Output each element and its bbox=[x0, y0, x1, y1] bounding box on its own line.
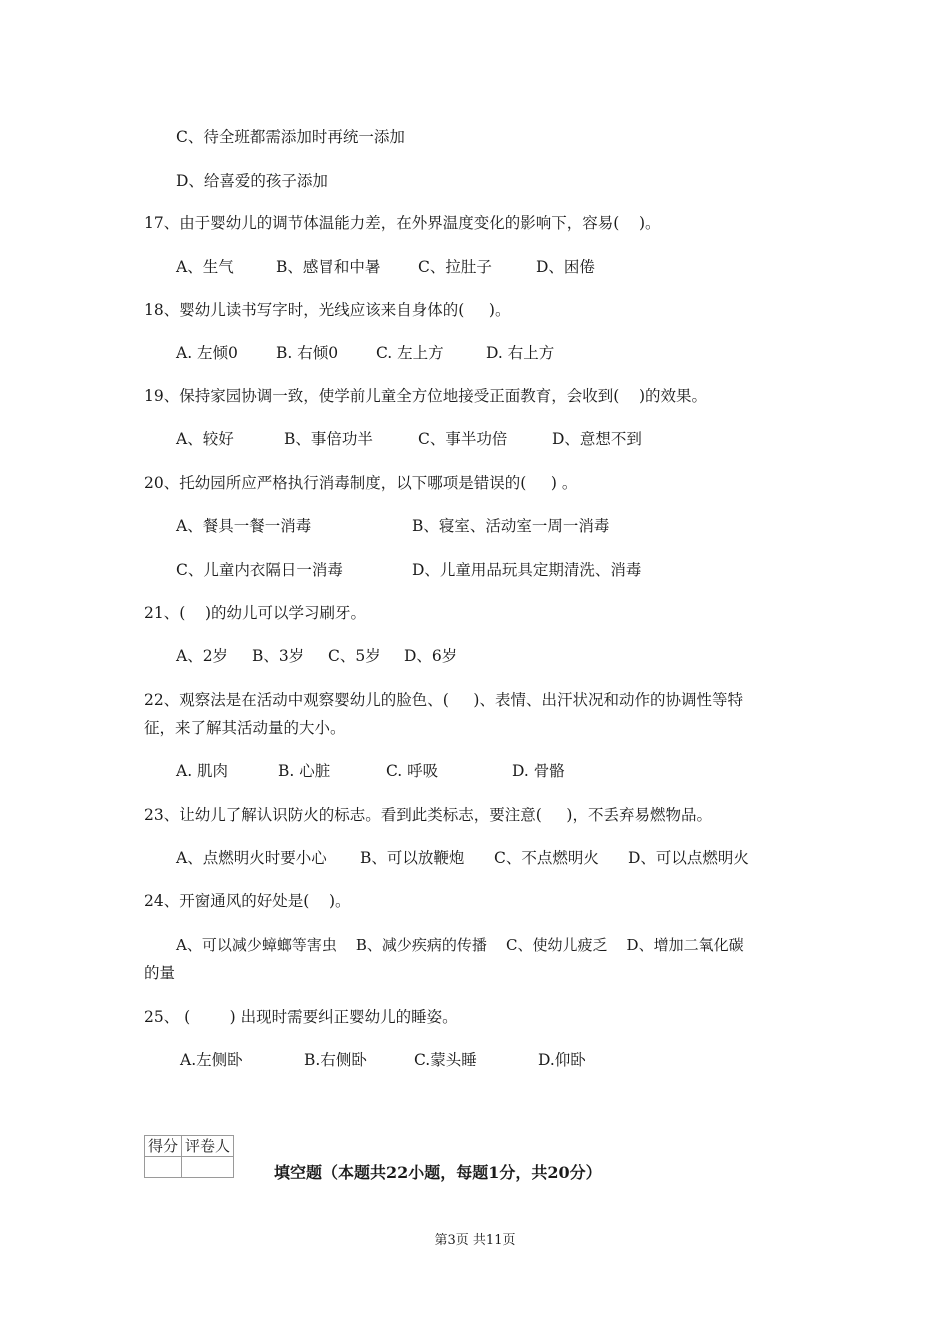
q18-option-b: B. 右倾0 bbox=[276, 344, 339, 362]
q21-stem: 21、( )的幼儿可以学习刷牙。 bbox=[144, 604, 367, 622]
q20-option-b: B、寝室、活动室一周一消毒 bbox=[412, 517, 610, 535]
q17-option-a: A、生气 bbox=[176, 258, 234, 276]
grader-header: 评卷人 bbox=[182, 1136, 234, 1157]
q24-options-line2: 的量 bbox=[144, 964, 176, 982]
q21-option-d: D、6岁 bbox=[404, 647, 458, 665]
q21-option-b: B、3岁 bbox=[252, 647, 305, 665]
q23-option-a: A、点燃明火时要小心 bbox=[176, 849, 327, 867]
section-title: 填空题（本题共22小题，每题1分，共20分） bbox=[274, 1163, 602, 1182]
q16-option-c: C、待全班都需添加时再统一添加 bbox=[176, 128, 405, 146]
q19-stem: 19、保持家园协调一致，使学前儿童全方位地接受正面教育，会收到( )的效果。 bbox=[144, 387, 708, 405]
q17-option-c: C、拉肚子 bbox=[418, 258, 492, 276]
q22-option-a: A. 肌肉 bbox=[176, 762, 229, 780]
q22-stem-line2: 征，来了解其活动量的大小。 bbox=[144, 719, 346, 737]
score-cell bbox=[145, 1157, 182, 1178]
q19-option-b: B、事倍功半 bbox=[284, 430, 373, 448]
q25-option-d: D.仰卧 bbox=[538, 1051, 586, 1069]
q17-option-d: D、困倦 bbox=[536, 258, 595, 276]
q24-options-line1: A、可以减少蟑螂等害虫 B、减少疾病的传播 C、使幼儿疲乏 D、增加二氧化碳 bbox=[176, 936, 744, 954]
q22-option-d: D. 骨骼 bbox=[512, 762, 565, 780]
q19-option-a: A、较好 bbox=[176, 430, 234, 448]
q17-option-b: B、感冒和中暑 bbox=[276, 258, 381, 276]
q16-option-d: D、给喜爱的孩子添加 bbox=[176, 172, 328, 190]
q18-stem: 18、婴幼儿读书写字时，光线应该来自身体的( )。 bbox=[144, 301, 511, 319]
q17-stem: 17、由于婴幼儿的调节体温能力差，在外界温度变化的影响下，容易( )。 bbox=[144, 214, 661, 232]
score-header: 得分 bbox=[145, 1136, 182, 1157]
page-footer: 第3页 共11页 bbox=[434, 1233, 516, 1248]
q22-option-b: B. 心脏 bbox=[278, 762, 331, 780]
q18-option-d: D. 右上方 bbox=[486, 344, 555, 362]
q23-option-b: B、可以放鞭炮 bbox=[360, 849, 465, 867]
q25-option-c: C.蒙头睡 bbox=[414, 1051, 477, 1069]
q23-option-c: C、不点燃明火 bbox=[494, 849, 599, 867]
q21-option-c: C、5岁 bbox=[328, 647, 381, 665]
q18-option-c: C. 左上方 bbox=[376, 344, 444, 362]
q19-option-d: D、意想不到 bbox=[552, 430, 642, 448]
q25-stem: 25、 ( ) 出现时需要纠正婴幼儿的睡姿。 bbox=[144, 1008, 458, 1026]
q24-stem: 24、开窗通风的好处是( )。 bbox=[144, 892, 351, 910]
q20-option-a: A、餐具一餐一消毒 bbox=[176, 517, 312, 535]
q25-option-a: A.左侧卧 bbox=[180, 1051, 243, 1069]
q22-option-c: C. 呼吸 bbox=[386, 762, 439, 780]
q22-stem-line1: 22、观察法是在活动中观察婴幼儿的脸色、( )、表情、出汗状况和动作的协调性等特 bbox=[144, 691, 743, 709]
q18-option-a: A. 左倾0 bbox=[176, 344, 238, 362]
q20-stem: 20、托幼园所应严格执行消毒制度，以下哪项是错误的( ) 。 bbox=[144, 474, 578, 492]
q20-option-d: D、儿童用品玩具定期清洗、消毒 bbox=[412, 561, 642, 579]
q25-option-b: B.右侧卧 bbox=[304, 1051, 367, 1069]
grader-cell bbox=[182, 1157, 234, 1178]
score-table bbox=[144, 1135, 234, 1178]
q23-stem: 23、让幼儿了解认识防火的标志。看到此类标志，要注意( )，不丢弃易燃物品。 bbox=[144, 806, 712, 824]
q19-option-c: C、事半功倍 bbox=[418, 430, 508, 448]
q20-option-c: C、儿童内衣隔日一消毒 bbox=[176, 561, 343, 579]
q21-option-a: A、2岁 bbox=[176, 647, 229, 665]
q23-option-d: D、可以点燃明火 bbox=[628, 849, 749, 867]
